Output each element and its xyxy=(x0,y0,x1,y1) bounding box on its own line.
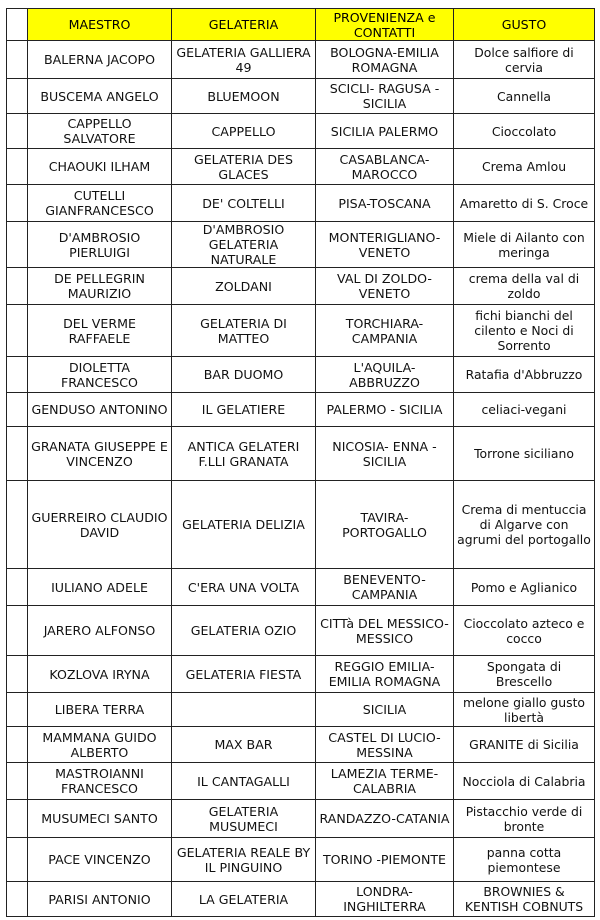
table-row xyxy=(7,357,595,393)
table-row xyxy=(7,481,595,569)
provenienza-cell: LONDRA-INGHILTERRA xyxy=(316,882,454,917)
row-index-cell xyxy=(7,656,28,693)
table-row xyxy=(7,185,595,222)
gelateria-cell: DE' COLTELLI xyxy=(172,185,316,222)
table-row xyxy=(7,305,595,357)
gelateria-cell: BLUEMOON xyxy=(172,79,316,114)
gusto-cell: Cioccolato xyxy=(454,114,595,149)
gusto-cell: crema della val di zoldo xyxy=(454,268,595,305)
maestro-cell: DIOLETTA FRANCESCO xyxy=(28,357,172,393)
provenienza-cell: LAMEZIA TERME-CALABRIA xyxy=(316,763,454,800)
provenienza-cell: PALERMO - SICILIA xyxy=(316,393,454,427)
gusto-cell: GRANITE di Sicilia xyxy=(454,727,595,763)
gelateria-cell: ZOLDANI xyxy=(172,268,316,305)
provenienza-cell: CASABLANCA-MAROCCO xyxy=(316,149,454,185)
row-index-cell xyxy=(7,305,28,357)
table-row xyxy=(7,393,595,427)
maestro-cell: BUSCEMA ANGELO xyxy=(28,79,172,114)
maestro-cell: D'AMBROSIO PIERLUIGI xyxy=(28,222,172,268)
row-index-cell xyxy=(7,838,28,882)
maestro-cell: CAPPELLO SALVATORE xyxy=(28,114,172,149)
gusto-cell: melone giallo gusto libertà xyxy=(454,693,595,727)
provenienza-cell: REGGIO EMILIA-EMILIA ROMAGNA xyxy=(316,656,454,693)
row-index-cell xyxy=(7,727,28,763)
gusto-cell: Torrone siciliano xyxy=(454,427,595,481)
maestro-cell: GUERREIRO CLAUDIO DAVID xyxy=(28,481,172,569)
header-provenienza: PROVENIENZA e CONTATTI xyxy=(316,9,454,41)
gusto-cell: BROWNIES & KENTISH COBNUTS xyxy=(454,882,595,917)
gelateria-cell: CAPPELLO xyxy=(172,114,316,149)
gelateria-cell: IL CANTAGALLI xyxy=(172,763,316,800)
maestro-cell: CUTELLI GIANFRANCESCO xyxy=(28,185,172,222)
gelateria-cell: GELATERIA MUSUMECI xyxy=(172,800,316,838)
table-row xyxy=(7,222,595,268)
maestro-cell: PACE VINCENZO xyxy=(28,838,172,882)
gelateria-cell: LA GELATERIA xyxy=(172,882,316,917)
gusto-cell: Pistacchio verde di bronte xyxy=(454,800,595,838)
gelateria-cell: GELATERIA GALLIERA 49 xyxy=(172,41,316,79)
table-row xyxy=(7,41,595,79)
provenienza-cell: TORINO -PIEMONTE xyxy=(316,838,454,882)
table-row xyxy=(7,656,595,693)
maestro-cell: CHAOUKI ILHAM xyxy=(28,149,172,185)
table-row xyxy=(7,606,595,656)
provenienza-cell: BOLOGNA-EMILIA ROMAGNA xyxy=(316,41,454,79)
provenienza-cell: NICOSIA- ENNA - SICILIA xyxy=(316,427,454,481)
gusto-cell: celiaci-vegani xyxy=(454,393,595,427)
row-index-cell xyxy=(7,763,28,800)
row-index-cell xyxy=(7,185,28,222)
gelateria-cell: GELATERIA DES GLACES xyxy=(172,149,316,185)
row-index-cell xyxy=(7,481,28,569)
row-index-cell xyxy=(7,882,28,917)
gusto-cell: Spongata di Brescello xyxy=(454,656,595,693)
maestro-cell: PARISI ANTONIO xyxy=(28,882,172,917)
maestro-cell: GRANATA GIUSEPPE E VINCENZO xyxy=(28,427,172,481)
row-index-cell xyxy=(7,114,28,149)
gelateria-cell: GELATERIA OZIO xyxy=(172,606,316,656)
gelateria-cell: D'AMBROSIO GELATERIA NATURALE xyxy=(172,222,316,268)
gelateria-cell: BAR DUOMO xyxy=(172,357,316,393)
provenienza-cell: SICILIA PALERMO xyxy=(316,114,454,149)
table-row xyxy=(7,79,595,114)
table-row xyxy=(7,693,595,727)
gusto-cell: Cannella xyxy=(454,79,595,114)
row-index-cell xyxy=(7,222,28,268)
row-index-cell xyxy=(7,606,28,656)
gusto-cell: panna cotta piemontese xyxy=(454,838,595,882)
maestro-cell: MAMMANA GUIDO ALBERTO xyxy=(28,727,172,763)
gusto-cell: Crema Amlou xyxy=(454,149,595,185)
gusto-cell: Amaretto di S. Croce xyxy=(454,185,595,222)
provenienza-cell: CASTEL DI LUCIO-MESSINA xyxy=(316,727,454,763)
table-row xyxy=(7,114,595,149)
maestro-cell: BALERNA JACOPO xyxy=(28,41,172,79)
gelateria-cell: MAX BAR xyxy=(172,727,316,763)
maestro-cell: MUSUMECI SANTO xyxy=(28,800,172,838)
row-index-cell xyxy=(7,79,28,114)
row-index-cell xyxy=(7,268,28,305)
provenienza-cell: SCICLI- RAGUSA - SICILIA xyxy=(316,79,454,114)
row-index-header xyxy=(7,9,28,41)
maestro-cell: MASTROIANNI FRANCESCO xyxy=(28,763,172,800)
row-index-cell xyxy=(7,357,28,393)
maestro-cell: DE PELLEGRIN MAURIZIO xyxy=(28,268,172,305)
maestro-cell: DEL VERME RAFFAELE xyxy=(28,305,172,357)
provenienza-cell: CITTà DEL MESSICO-MESSICO xyxy=(316,606,454,656)
provenienza-cell: SICILIA xyxy=(316,693,454,727)
gelateria-cell: GELATERIA FIESTA xyxy=(172,656,316,693)
gelateria-cell: GELATERIA REALE BY IL PINGUINO xyxy=(172,838,316,882)
gusto-cell: fichi bianchi del cilento e Noci di Sorrento xyxy=(454,305,595,357)
gelateria-cell: GELATERIA DELIZIA xyxy=(172,481,316,569)
header-maestro: MAESTRO xyxy=(28,9,172,41)
table-row xyxy=(7,149,595,185)
gusto-cell: Pomo e Aglianico xyxy=(454,569,595,606)
provenienza-cell: PISA-TOSCANA xyxy=(316,185,454,222)
gusto-cell: Dolce salfiore di cervia xyxy=(454,41,595,79)
row-index-cell xyxy=(7,800,28,838)
provenienza-cell: BENEVENTO-CAMPANIA xyxy=(316,569,454,606)
header-row xyxy=(7,9,595,41)
provenienza-cell: RANDAZZO-CATANIA xyxy=(316,800,454,838)
maestro-cell: IULIANO ADELE xyxy=(28,569,172,606)
provenienza-cell: TORCHIARA-CAMPANIA xyxy=(316,305,454,357)
provenienza-cell: L'AQUILA-ABBRUZZO xyxy=(316,357,454,393)
gelateria-cell: C'ERA UNA VOLTA xyxy=(172,569,316,606)
gelateria-cell xyxy=(172,693,316,727)
row-index-cell xyxy=(7,693,28,727)
provenienza-cell: VAL DI ZOLDO-VENETO xyxy=(316,268,454,305)
maestro-cell: JARERO ALFONSO xyxy=(28,606,172,656)
gusto-cell: Miele di Ailanto con meringa xyxy=(454,222,595,268)
maestro-cell: LIBERA TERRA xyxy=(28,693,172,727)
gelateria-cell: IL GELATIERE xyxy=(172,393,316,427)
table-row xyxy=(7,427,595,481)
header-gelateria: GELATERIA xyxy=(172,9,316,41)
table-row xyxy=(7,838,595,882)
table-row xyxy=(7,727,595,763)
table-row xyxy=(7,763,595,800)
maestro-cell: KOZLOVA IRYNA xyxy=(28,656,172,693)
gusto-cell: Cioccolato azteco e cocco xyxy=(454,606,595,656)
table-row xyxy=(7,268,595,305)
row-index-cell xyxy=(7,427,28,481)
table-row xyxy=(7,800,595,838)
provenienza-cell: MONTERIGLIANO-VENETO xyxy=(316,222,454,268)
gelateria-cell: GELATERIA DI MATTEO xyxy=(172,305,316,357)
header-gusto: GUSTO xyxy=(454,9,595,41)
provenienza-cell: TAVIRA-PORTOGALLO xyxy=(316,481,454,569)
gelato-masters-table xyxy=(6,8,595,917)
table-row xyxy=(7,569,595,606)
table-row xyxy=(7,882,595,917)
gusto-cell: Nocciola di Calabria xyxy=(454,763,595,800)
row-index-cell xyxy=(7,41,28,79)
row-index-cell xyxy=(7,569,28,606)
gelateria-cell: ANTICA GELATERI F.LLI GRANATA xyxy=(172,427,316,481)
maestro-cell: GENDUSO ANTONINO xyxy=(28,393,172,427)
row-index-cell xyxy=(7,149,28,185)
row-index-cell xyxy=(7,393,28,427)
gusto-cell: Crema di mentuccia di Algarve con agrumi del portogallo xyxy=(454,481,595,569)
gusto-cell: Ratafia d'Abbruzzo xyxy=(454,357,595,393)
